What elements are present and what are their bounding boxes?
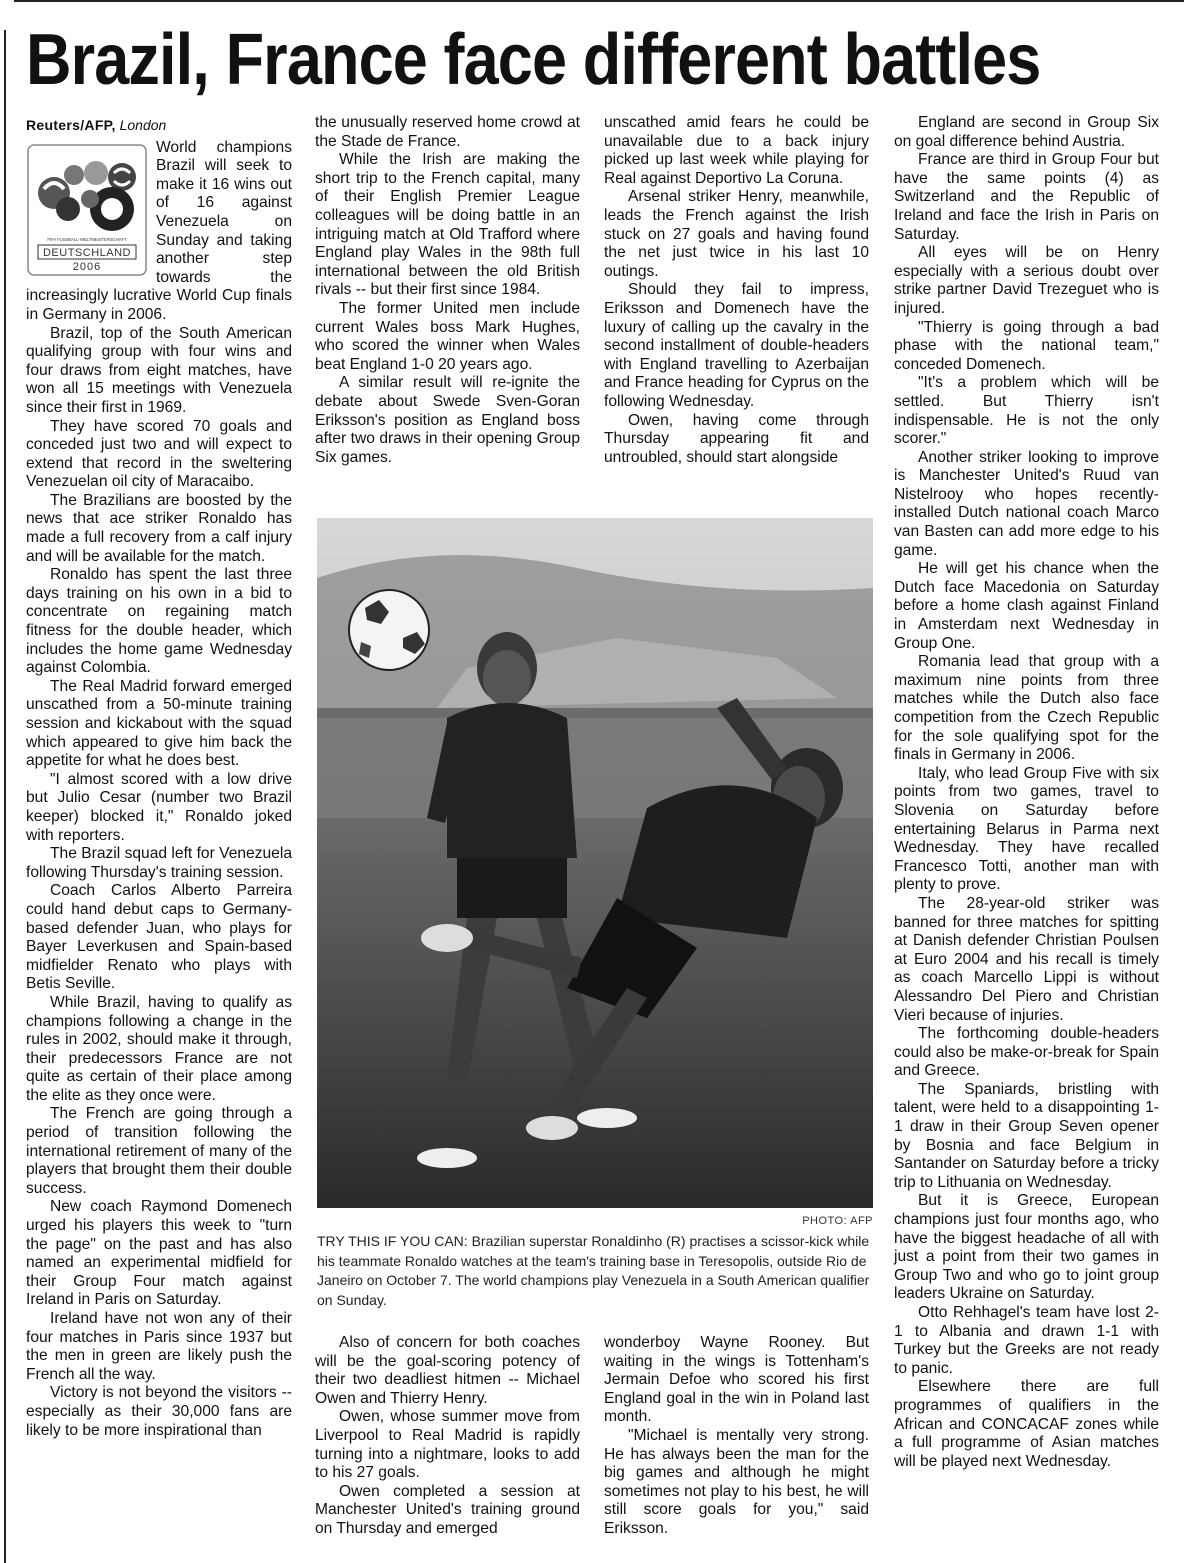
paragraph: Otto Rehhagel's team have lost 2-1 to Albania and drawn 1-1 with Turkey but the Greeks are not ready to panic. bbox=[894, 1304, 1159, 1377]
paragraph: "Thierry is going through a bad phase with the national team," conceded Domenech. bbox=[894, 318, 1159, 373]
paragraph: They have scored 70 goals and conceded just two and will expect to extend that record in the sweltering Venezuelan oil city of Maracaibo. bbox=[26, 417, 292, 491]
byline-agency: Reuters/AFP, bbox=[26, 117, 116, 133]
headline: Brazil, France face different battles bbox=[26, 20, 1041, 100]
logo-deutschland: DEUTSCHLAND bbox=[42, 246, 132, 259]
paragraph: "It's a problem which will be settled. But Thierry isn't indispensable. He is not the only scorer." bbox=[894, 374, 1159, 448]
photo-caption bbox=[317, 1232, 873, 1310]
world-cup-2006-logo bbox=[26, 143, 148, 277]
byline-location: London bbox=[119, 117, 167, 133]
caption-lead: TRY THIS IF YOU CAN: bbox=[317, 1233, 468, 1249]
paragraph: Elsewhere there are full programmes of qualifiers in the African and CONCACAF zones while a full programme of Asian matches will be played next Wednesday. bbox=[894, 1378, 1159, 1470]
paragraph: Victory is not beyond the visitors -- especially as their 30,000 fans are likely to be more inspirational than bbox=[26, 1384, 292, 1439]
article-column-3-continued bbox=[604, 1334, 869, 1539]
paragraph: Italy, who lead Group Five with six points from two games, travel to Slovenia on Saturday before entertaining Belarus in Parma next Wednesday. They have recalled Francesco Totti, another man with plenty to prove. bbox=[894, 764, 1159, 894]
paragraph: The forthcoming double-headers could also be make-or-break for Spain and Greece. bbox=[894, 1025, 1159, 1080]
paragraph: The former United men include current Wales boss Mark Hughes, who scored the winner when Wales beat England 1-0 20 years ago. bbox=[315, 299, 580, 373]
byline bbox=[26, 116, 292, 135]
paragraph: Owen, whose summer move from Liverpool to Real Madrid is rapidly turning into a nightmare, looks to add to his 27 goals. bbox=[315, 1408, 580, 1482]
paragraph: "Michael is mentally very strong. He has always been the man for the big games and although he might sometimes not play to his best, he will still score goals for you," said Eriksson. bbox=[604, 1426, 869, 1537]
article-column-2-continued bbox=[315, 1334, 580, 1539]
logo-small-text: FIFA FUSSBALL-WELTMEISTERSCHAFT bbox=[47, 236, 127, 242]
paragraph: Another striker looking to improve is Manchester United's Ruud van Nistelrooy who hopes recently-installed Dutch national coach Marco van Basten can add more edge to his game. bbox=[894, 448, 1159, 559]
top-rule bbox=[14, 0, 1184, 2]
paragraph: unscathed amid fears he could be unavailable due to a back injury picked up last week while playing for Real against Deportivo La Coruna. bbox=[604, 114, 869, 187]
paragraph: The Brazil squad left for Venezuela following Thursday's training session. bbox=[26, 845, 292, 881]
paragraph: The Brazilians are boosted by the news that ace striker Ronaldo has made a full recovery from a calf injury and will be available for the match. bbox=[26, 491, 292, 565]
photo-credit: PHOTO: AFP bbox=[802, 1215, 873, 1227]
paragraph: Also of concern for both coaches will be the goal-scoring potency of their two deadliest hitmen -- Michael Owen and Thierry Henry. bbox=[315, 1334, 580, 1407]
paragraph: He will get his chance when the Dutch face Macedonia on Saturday before a home clash against Finland in Amsterdam next Wednesday in Group One. bbox=[894, 560, 1159, 652]
paragraph: Brazil, top of the South American qualifying group with four wins and four draws from eight matches, have won all 15 meetings with Venezuela since their first in 1969. bbox=[26, 324, 292, 416]
paragraph: France are third in Group Four but have the same points (4) as Switzerland and the Republic of Ireland and face the Irish in Paris on Saturday. bbox=[894, 151, 1159, 243]
paragraph: Coach Carlos Alberto Parreira could hand debut caps to Germany-based defender Juan, who plays for Bayer Leverkusen and Spain-based midfielder Renato who plays with Betis Seville. bbox=[26, 882, 292, 993]
paragraph: But it is Greece, European champions just four months ago, who have the biggest headache of all with just a point from their two games in Group Two and who go to joint group leaders Ukraine on Saturday. bbox=[894, 1192, 1159, 1303]
paragraph: New coach Raymond Domenech urged his players this week to "turn the page" on the past and has also named an experimental midfield for their Group Four match against Ireland in Paris on Saturday. bbox=[26, 1198, 292, 1309]
article-column-2 bbox=[315, 114, 580, 467]
article-column-4 bbox=[894, 114, 1159, 1471]
paragraph: Arsenal striker Henry, meanwhile, leads the French against the Irish stuck on 27 goals and having found the net just twice in his last 10 outings. bbox=[604, 188, 869, 280]
paragraph: "I almost scored with a low drive but Julio Cesar (number two Brazil keeper) blocked it," Ronaldo joked with reporters. bbox=[26, 770, 292, 844]
paragraph: While the Irish are making the short trip to the French capital, many of their English Premier League colleagues will be doing battle in an intriguing match at Old Trafford where England play Wales in the 98th full international between the old British rivals -- but their first since 1984. bbox=[315, 151, 580, 299]
paragraph: The 28-year-old striker was banned for three matches for spitting at Danish defender Christian Poulsen at Euro 2004 and his recall is timely as coach Marcello Lippi is without Alessandro Del Piero and Christian Vieri because of injuries. bbox=[894, 894, 1159, 1024]
paragraph: A similar result will re-ignite the debate about Swede Sven-Goran Eriksson's position as England boss after two draws in their opening Group Six games. bbox=[315, 374, 580, 466]
paragraph: The Real Madrid forward emerged unscathed from a 50-minute training session and kickabout with the squad which appeared to give him back the appetite for what he does best. bbox=[26, 677, 292, 770]
football bbox=[349, 590, 429, 670]
paragraph: Owen completed a session at Manchester United's training ground on Thursday and emerged bbox=[315, 1482, 580, 1537]
caption-text: Brazilian superstar Ronaldinho (R) practises a scissor-kick while his teammate Ronaldo watches at the team's training base in Teresopolis, outside Rio de Janeiro on October 7. The world champions play Venezuela in a South American qualifier on Sunday. bbox=[317, 1233, 870, 1308]
paragraph: The French are going through a period of transition following the international retirement of many of the players that brought them their double success. bbox=[26, 1105, 292, 1197]
paragraph: World champions Brazil will seek to make it 16 wins out of 16 against Venezuela on Sunday and taking another step towards the increasingly lucrative World Cup finals in Germany in 2006. bbox=[26, 138, 292, 323]
paragraph: Owen, having come through Thursday appearing fit and untroubled, should start alongside bbox=[604, 411, 869, 466]
paragraph: Ireland have not won any of their four matches in Paris since 1937 but the men in green are likely push the French all the way. bbox=[26, 1310, 292, 1383]
paragraph: England are second in Group Six on goal difference behind Austria. bbox=[894, 114, 1159, 150]
paragraph: While Brazil, having to qualify as champions following a change in the rules in 2002, should make it through, their predecessors France are not quite as certain of their place among the elite as they once were. bbox=[26, 993, 292, 1104]
paragraph: the unusually reserved home crowd at the Stade de France. bbox=[315, 114, 580, 150]
paragraph: The Spaniards, bristling with talent, were held to a disappointing 1-1 draw in their Group Seven opener by Bosnia and face Belgium in Santander on Saturday before a tricky trip to Lithuania on Wednesday. bbox=[894, 1080, 1159, 1191]
news-photo bbox=[317, 518, 873, 1208]
article-column-1 bbox=[26, 116, 292, 1440]
paragraph: Romania lead that group with a maximum nine points from three matches while the Dutch also face competition from the Czech Republic for the sole qualifying spot for the finals in Germany in 2006. bbox=[894, 653, 1159, 764]
left-rule bbox=[4, 30, 6, 1563]
paragraph: wonderboy Wayne Rooney. But waiting in the wings is Tottenham's Jermain Defoe who scored his first England goal in the win in Poland last month. bbox=[604, 1334, 869, 1426]
article-column-3 bbox=[604, 114, 869, 467]
paragraph: All eyes will be on Henry especially with a serious doubt over strike partner David Trezeguet who is injured. bbox=[894, 244, 1159, 317]
logo-year: 2006 bbox=[72, 260, 102, 273]
paragraph: Ronaldo has spent the last three days training on his own in a bid to concentrate on regaining match fitness for the double header, which includes the home game Wednesday against Colombia. bbox=[26, 566, 292, 677]
paragraph: Should they fail to impress, Eriksson and Domenech have the luxury of calling up the cavalry in the second installment of double-headers with England travelling to Azerbaijan and France heading for Cyprus on the following Wednesday. bbox=[604, 281, 869, 410]
